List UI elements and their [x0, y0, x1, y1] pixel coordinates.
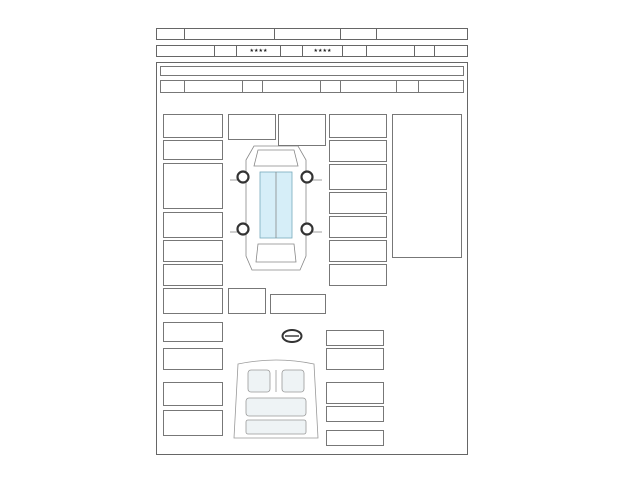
header-row-1 [156, 28, 468, 40]
legend-mark [243, 81, 263, 93]
interior-note-box [326, 348, 384, 370]
odometer-value [435, 46, 468, 57]
front-right-note-box [278, 114, 326, 146]
interior-note-box [163, 382, 223, 406]
exterior-note-box [329, 240, 387, 262]
interior-note-box [326, 330, 384, 346]
inspector-label [341, 29, 377, 40]
interior-label [281, 46, 303, 57]
notes-panel [392, 114, 462, 258]
legend-label [185, 81, 243, 93]
quality-grade-label [157, 46, 215, 57]
interior-rating: ★★★★ [303, 46, 343, 57]
interior-note-box [163, 322, 223, 342]
legend-label [341, 81, 397, 93]
exterior-note-box [329, 192, 387, 214]
exterior-note-box [329, 164, 387, 190]
damage-legend [160, 80, 464, 93]
exterior-rating: ★★★★ [237, 46, 281, 57]
exterior-note-box [329, 264, 387, 286]
exterior-note-box [163, 140, 223, 160]
exterior-note-box [329, 140, 387, 162]
repair-history-label [343, 46, 367, 57]
exterior-note-box [329, 216, 387, 238]
tire-front-left-icon [236, 170, 250, 184]
exterior-note-box [163, 114, 223, 138]
legend-mark [321, 81, 341, 93]
interior-note-box [163, 410, 223, 436]
tire-front-right-icon [300, 170, 314, 184]
exterior-note-box [329, 114, 387, 138]
header-empty-cell [275, 29, 341, 40]
rear-note-box [270, 294, 326, 314]
legend-label [419, 81, 464, 93]
exterior-note-box [163, 288, 223, 314]
check-date-label [157, 29, 185, 40]
interior-note-box [326, 430, 384, 446]
tire-rear-left-icon [236, 222, 250, 236]
check-date-value [185, 29, 275, 40]
legend-mark [161, 81, 185, 93]
tire-rear-right-icon [300, 222, 314, 236]
interior-note-box [326, 382, 384, 404]
section-title [160, 66, 464, 76]
interior-note-box [326, 406, 384, 422]
steering-wheel-icon [281, 328, 303, 344]
interior-note-box [163, 348, 223, 370]
car-interior-diagram [226, 358, 326, 444]
exterior-note-box [163, 264, 223, 286]
inspector-value [377, 29, 468, 40]
exterior-label [215, 46, 237, 57]
exterior-note-box [163, 240, 223, 262]
header-row-2 [156, 45, 468, 57]
exterior-note-box [163, 163, 223, 209]
odometer-label [415, 46, 435, 57]
car-top-view-diagram [224, 140, 328, 276]
legend-mark [397, 81, 419, 93]
rear-left-note-box [228, 288, 266, 314]
legend-label [263, 81, 321, 93]
front-left-note-box [228, 114, 276, 140]
repair-history-value [367, 46, 415, 57]
exterior-note-box [163, 212, 223, 238]
